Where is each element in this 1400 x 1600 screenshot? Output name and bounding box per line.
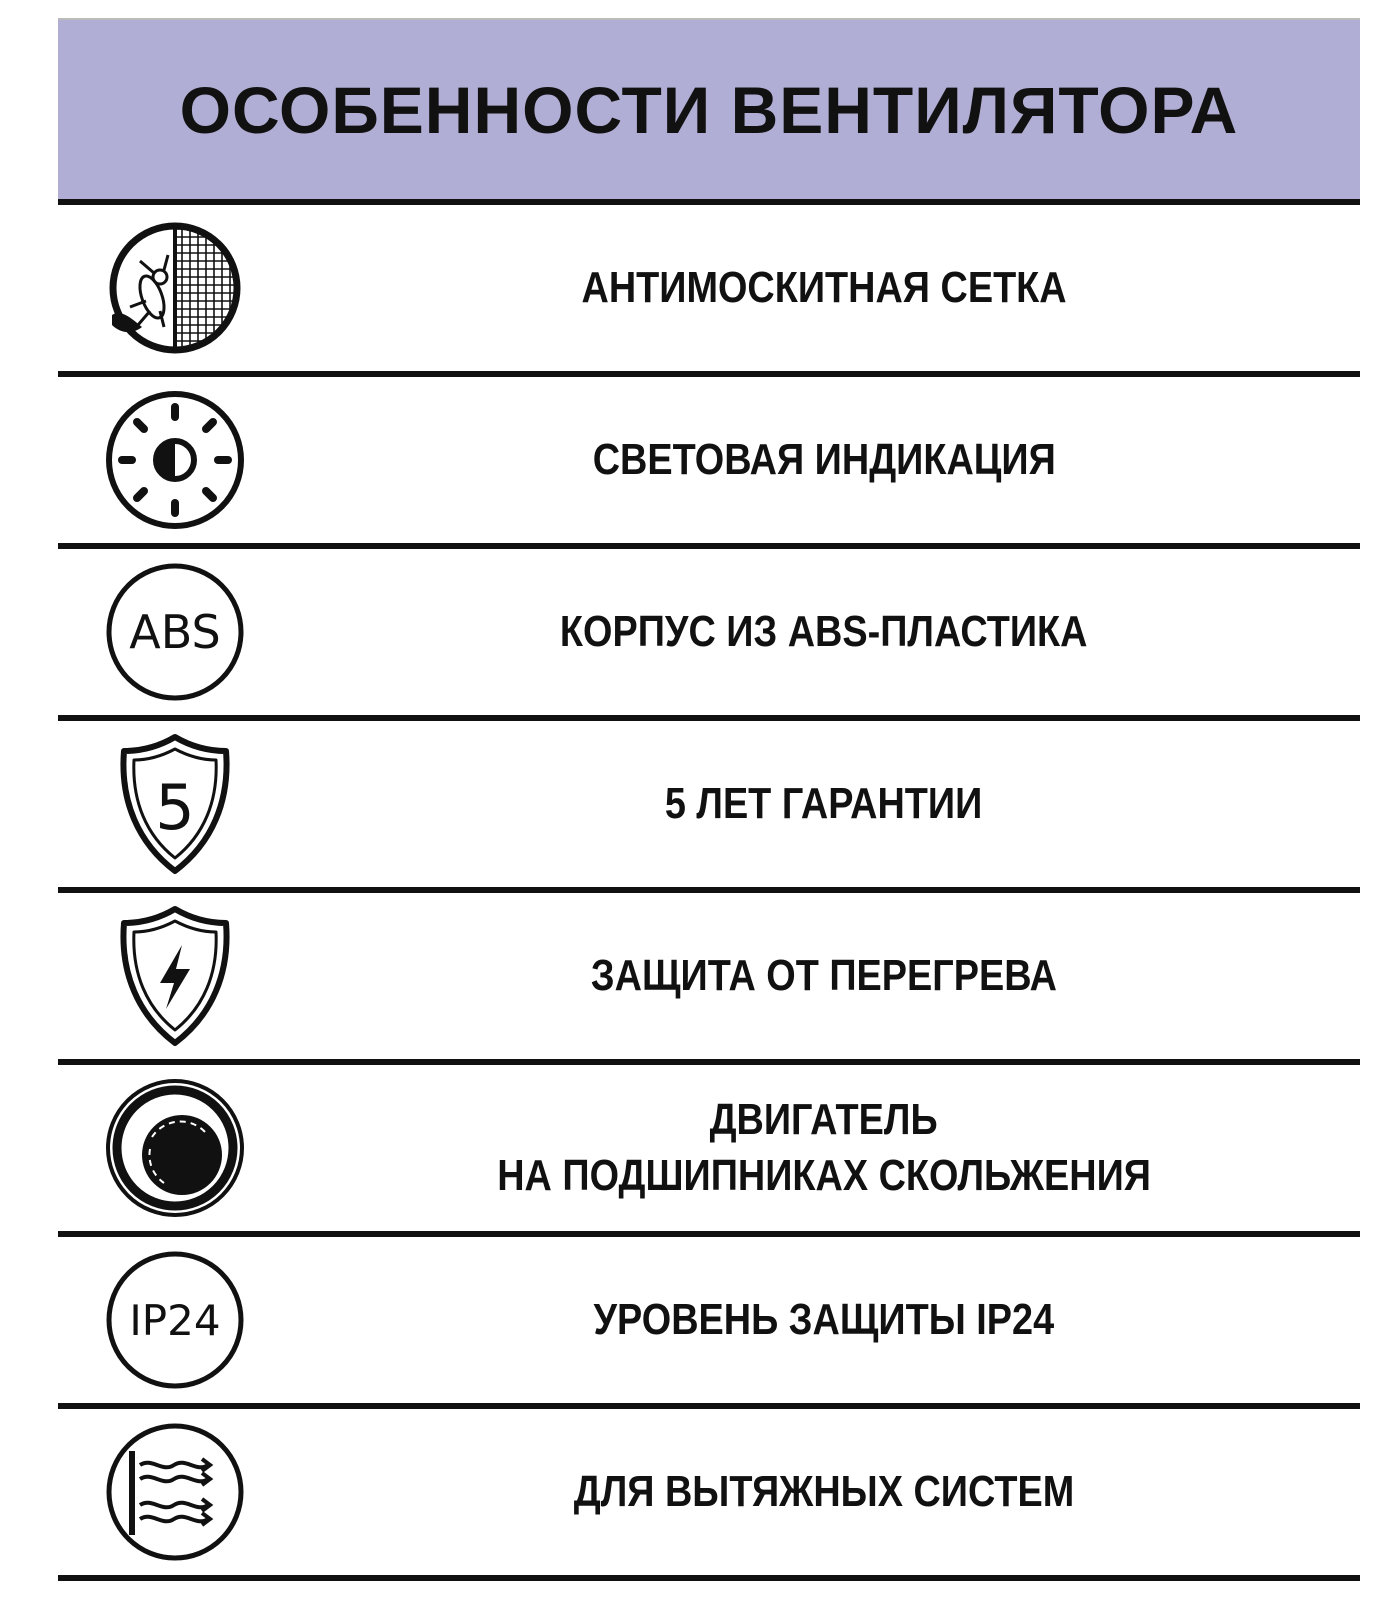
feature-label: ЗАЩИТА ОТ ПЕРЕГРЕВА [590,950,1058,1000]
feature-row [58,893,1360,1065]
light-indicator-icon [102,387,248,533]
feature-label: УРОВЕНЬ ЗАЩИТЫ IP24 [593,1294,1055,1344]
feature-label: СВЕТОВАЯ ИНДИКАЦИЯ [592,434,1056,484]
feature-row [58,377,1360,549]
exhaust-airflow-icon [102,1419,248,1565]
feature-label: 5 ЛЕТ ГАРАНТИИ [665,778,983,828]
feature-label: ДВИГАТЕЛЬ НА ПОДШИПНИКАХ СКОЛЬЖЕНИЯ [497,1094,1151,1200]
ip24-icon [102,1247,248,1393]
feature-label: ДЛЯ ВЫТЯЖНЫХ СИСТЕМ [573,1466,1075,1516]
feature-row [58,1237,1360,1409]
features-sheet [58,18,1360,1581]
feature-row [58,721,1360,893]
header-banner [58,18,1360,205]
warranty-number: 5 [155,771,195,844]
bearing-icon [102,1075,248,1221]
abs-icon-text: ABS [129,605,221,659]
feature-row [58,549,1360,721]
feature-row [58,1065,1360,1237]
page-title: ОСОБЕННОСТИ ВЕНТИЛЯТОРА [179,72,1239,147]
feature-row [58,205,1360,377]
mosquito-net-icon [102,215,248,361]
feature-row [58,1409,1360,1581]
warranty-shield-icon [102,731,248,877]
overheat-shield-icon [102,903,248,1049]
feature-label: КОРПУС ИЗ ABS-ПЛАСТИКА [560,606,1088,656]
abs-icon [102,559,248,705]
feature-label: АНТИМОСКИТНАЯ СЕТКА [581,262,1067,312]
ip24-icon-text: IP24 [129,1296,221,1345]
